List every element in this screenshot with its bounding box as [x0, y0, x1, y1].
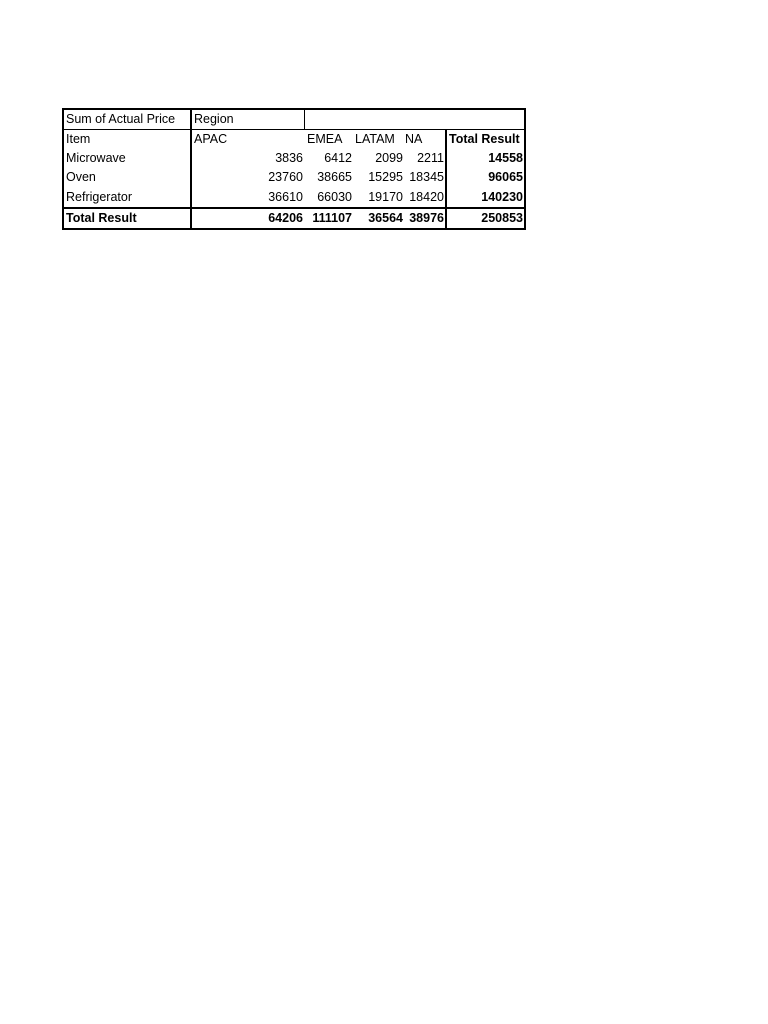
column-header-na[interactable]: NA [405, 132, 423, 146]
table-row [63, 188, 525, 208]
cell-value[interactable]: 2099 [375, 151, 403, 166]
row-label-microwave[interactable]: Microwave [63, 149, 191, 168]
pivot-header-row-1 [63, 109, 525, 130]
cell-value[interactable]: 6412 [324, 151, 352, 166]
column-header-emea[interactable]: EMEA [307, 132, 343, 146]
column-field-label[interactable]: Region [191, 109, 304, 130]
row-label-refrigerator[interactable]: Refrigerator [63, 188, 191, 208]
column-header-apac[interactable]: APAC [194, 132, 228, 146]
row-total[interactable]: 140230 [446, 188, 525, 208]
row-total[interactable]: 14558 [446, 149, 525, 168]
header-blank-cell[interactable] [446, 109, 525, 130]
cell-value[interactable]: 36610 [268, 189, 303, 204]
grand-total-label[interactable]: Total Result [63, 208, 191, 229]
cell-value[interactable]: 66030 [317, 189, 352, 204]
grand-total-value[interactable]: 36564 [353, 208, 404, 229]
cell-value[interactable]: 3836 [275, 151, 303, 166]
cell-value[interactable]: 2211 [417, 151, 444, 166]
grand-total-value[interactable]: 38976 [404, 208, 446, 229]
cell-value[interactable]: 23760 [268, 170, 303, 185]
cell-value[interactable]: 15295 [368, 170, 403, 185]
data-field-label[interactable]: Sum of Actual Price [63, 109, 191, 130]
grand-total-value[interactable]: 64206 [191, 208, 304, 229]
row-field-label[interactable]: Item [63, 130, 191, 150]
row-total[interactable]: 96065 [446, 168, 525, 187]
pivot-table [62, 108, 526, 230]
cell-value[interactable]: 38665 [317, 170, 352, 185]
cell-value[interactable]: 18420 [409, 189, 444, 204]
column-header-latam[interactable]: LATAM [355, 132, 395, 146]
grand-total-overall[interactable]: 250853 [446, 208, 525, 229]
row-label-oven[interactable]: Oven [63, 168, 191, 187]
column-header-total[interactable]: Total Result [446, 130, 525, 150]
header-blank-cell[interactable] [404, 109, 446, 130]
pivot-header-row-2 [63, 130, 525, 150]
grand-total-value[interactable]: 111107 [304, 208, 353, 229]
table-row [63, 168, 525, 187]
table-row [63, 149, 525, 168]
cell-value[interactable]: 19170 [368, 189, 403, 204]
header-blank-cell[interactable] [304, 109, 353, 130]
grand-total-row [63, 208, 525, 229]
header-blank-cell[interactable] [353, 109, 404, 130]
cell-value[interactable]: 18345 [409, 170, 444, 185]
